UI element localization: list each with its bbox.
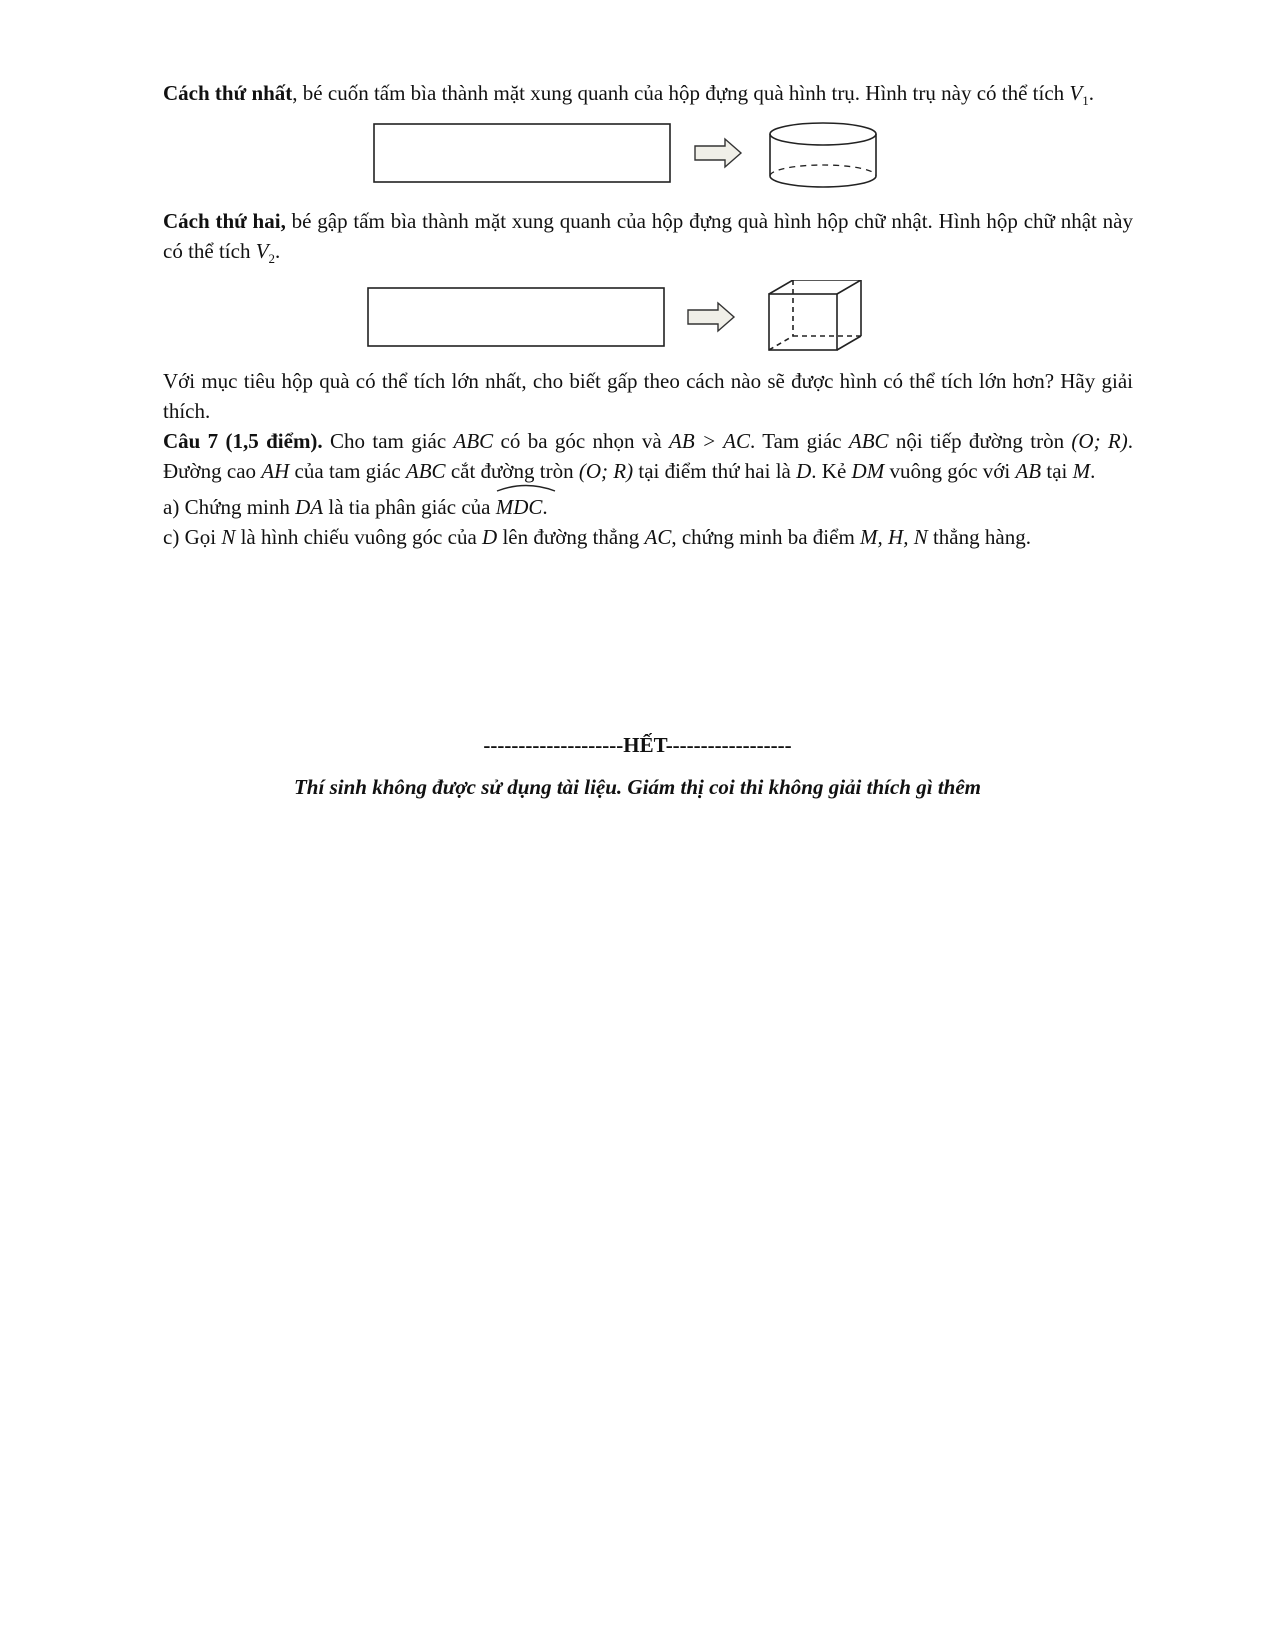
q7-text-4: nội tiếp đường tròn — [888, 429, 1072, 454]
figure-cylinder — [163, 122, 1133, 206]
triangle-abc-2: ABC — [848, 429, 889, 454]
volume-v1 — [1069, 81, 1089, 109]
volume-v2-subscript: 2 — [268, 251, 276, 267]
volume-v2-symbol: V — [255, 239, 269, 264]
paragraph-method-one — [163, 78, 1133, 116]
points-mhn: M, H, N — [860, 525, 928, 550]
segment-ab: AB — [1015, 459, 1042, 484]
volume-v2 — [255, 239, 276, 267]
volume-v1-symbol: V — [1069, 81, 1083, 105]
question-7-title: Câu 7 (1,5 điểm). — [163, 429, 323, 454]
cylinder-shape — [770, 123, 876, 187]
method-one-label: Cách thứ nhất — [163, 81, 293, 105]
cardboard-rectangle-1 — [374, 124, 670, 182]
q7c-text-4: , chứng minh ba điểm — [671, 525, 861, 550]
q7c-text-2: là hình chiếu vuông góc của — [235, 525, 483, 550]
q7-text-7: cắt đường tròn — [445, 459, 579, 484]
volume-v1-subscript: 1 — [1082, 93, 1089, 109]
q7-text-5: . Đường cao — [163, 429, 1133, 484]
q7-text-11: tại — [1041, 459, 1073, 484]
circle-o-r-1: (O; R) — [1071, 429, 1128, 454]
q7-text-6: của tam giác — [289, 459, 406, 484]
question-7c — [163, 522, 1133, 552]
arrow-right-1 — [695, 139, 741, 167]
method-one-period: . — [1088, 81, 1094, 105]
q7-text-3: . Tam giác — [750, 429, 849, 454]
cuboid-shape — [769, 280, 861, 350]
angle-mdc-label: MDC — [495, 495, 543, 520]
paragraph-question: Với mục tiêu hộp quà có thể tích lớn nhất, cho biết gấp theo cách nào sẽ được hình có thể tích lớn hơn? Hãy giải thích. — [163, 369, 1133, 424]
triangle-abc-1: ABC — [453, 429, 494, 454]
q7-text-1: Cho tam giác — [322, 429, 454, 454]
q7-text-2: có ba góc nhọn và — [493, 429, 670, 454]
question-7a — [163, 492, 1133, 522]
point-d-2: D — [482, 525, 498, 550]
method-one-text: , bé cuốn tấm bìa thành mặt xung quanh của hộp đựng quà hình trụ. Hình trụ này có thể tích — [292, 81, 1070, 105]
cylinder-diagram — [163, 122, 1133, 206]
angle-mdc — [496, 492, 543, 522]
angle-hat-icon — [496, 482, 556, 492]
point-n: N — [221, 525, 236, 550]
q7a-text-1: a) Chứng minh — [163, 495, 296, 520]
method-two-text: bé gập tấm bìa thành mặt xung quanh của hộp đựng quà hình hộp chữ nhật. Hình hộp chữ nhật này có thể tích — [163, 209, 1133, 264]
page-content — [163, 78, 1133, 552]
inequality-ab-ac: AB > AC — [669, 429, 750, 454]
line-ac: AC — [644, 525, 672, 550]
method-two-period: . — [275, 239, 281, 264]
arrow-right-2 — [688, 303, 734, 331]
segment-dm: DM — [851, 459, 885, 484]
q7-text-10: vuông góc với — [884, 459, 1016, 484]
ray-da: DA — [295, 495, 324, 520]
box-diagram — [163, 280, 1133, 370]
question-7 — [163, 426, 1133, 486]
exam-note: Thí sinh không được sử dụng tài liệu. Giám thị coi thi không giải thích gì thêm — [293, 775, 981, 799]
q7c-text-5: thẳng hàng. — [927, 525, 1031, 550]
figure-box — [163, 280, 1133, 370]
cardboard-rectangle-2 — [368, 288, 664, 346]
paragraph-method-two — [163, 206, 1133, 274]
end-marker: --------------------HẾT------------------ — [483, 733, 792, 757]
point-m: M — [1072, 459, 1091, 484]
q7-text-8: tại điểm thứ hai là — [633, 459, 797, 484]
q7a-text-3: . — [542, 495, 548, 520]
point-d: D — [796, 459, 812, 484]
q7c-text-1: c) Gọi — [163, 525, 222, 550]
q7a-text-2: là tia phân giác của — [323, 495, 496, 520]
altitude-ah: AH — [261, 459, 290, 484]
method-two-label: Cách thứ hai, — [163, 209, 286, 234]
q7-text-9: . Kẻ — [811, 459, 852, 484]
q7c-text-3: lên đường thẳng — [497, 525, 645, 550]
circle-o-r-2: (O; R) — [578, 459, 634, 484]
triangle-abc-3: ABC — [405, 459, 446, 484]
q7-text-12: . — [1090, 459, 1096, 484]
